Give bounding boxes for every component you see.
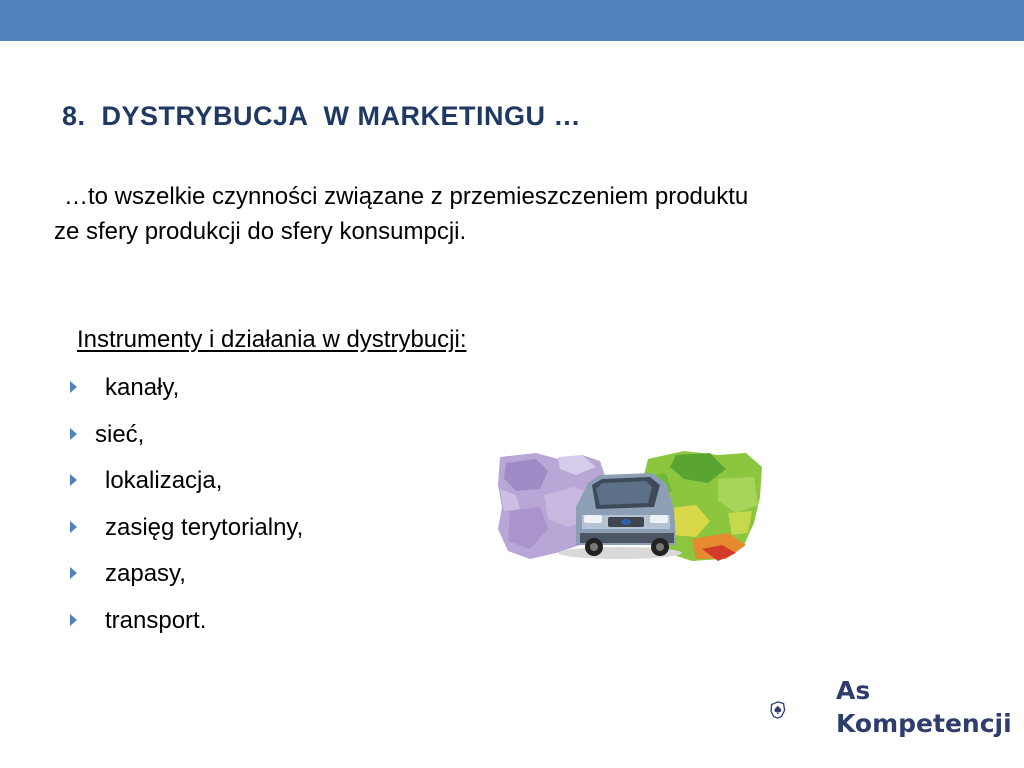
list-item-label: lokalizacja,: [105, 467, 223, 494]
definition-line-1: …to wszelkie czynności związane z przemieszczeniem produktu: [64, 183, 749, 210]
bullet-arrow-icon: [70, 474, 77, 486]
list-item-label: kanały,: [105, 374, 180, 401]
logo-text: [836, 674, 1012, 740]
list-item-label: sieć,: [95, 420, 145, 448]
slide-title: [62, 101, 581, 132]
spade-logo-icon: [771, 702, 785, 718]
instruments-heading: Instrumenty i działania w dystrybucji:: [77, 326, 467, 353]
logo-line-1: As: [836, 676, 871, 705]
title-number: 8.: [62, 101, 86, 131]
bullet-arrow-icon: [70, 428, 77, 440]
list-item-label: zapasy,: [105, 560, 186, 587]
list-item-label: zasięg terytorialny,: [105, 513, 304, 541]
top-accent-bar: [0, 0, 1024, 41]
van-maps-illustration: [496, 449, 764, 565]
definition-paragraph: [54, 179, 974, 249]
list-item-label: transport.: [105, 606, 207, 634]
logo-line-2: Kompetencji: [836, 709, 1012, 738]
bullet-arrow-icon: [70, 614, 77, 626]
definition-line-2: ze sfery produkcji do sfery konsumpcji.: [54, 218, 467, 245]
bullet-arrow-icon: [70, 567, 77, 579]
bullet-arrow-icon: [70, 521, 77, 533]
as-kompetencji-logo: [770, 675, 830, 745]
title-text: DYSTRYBUCJA W MARKETINGU …: [101, 101, 582, 131]
bullet-arrow-icon: [70, 381, 77, 393]
